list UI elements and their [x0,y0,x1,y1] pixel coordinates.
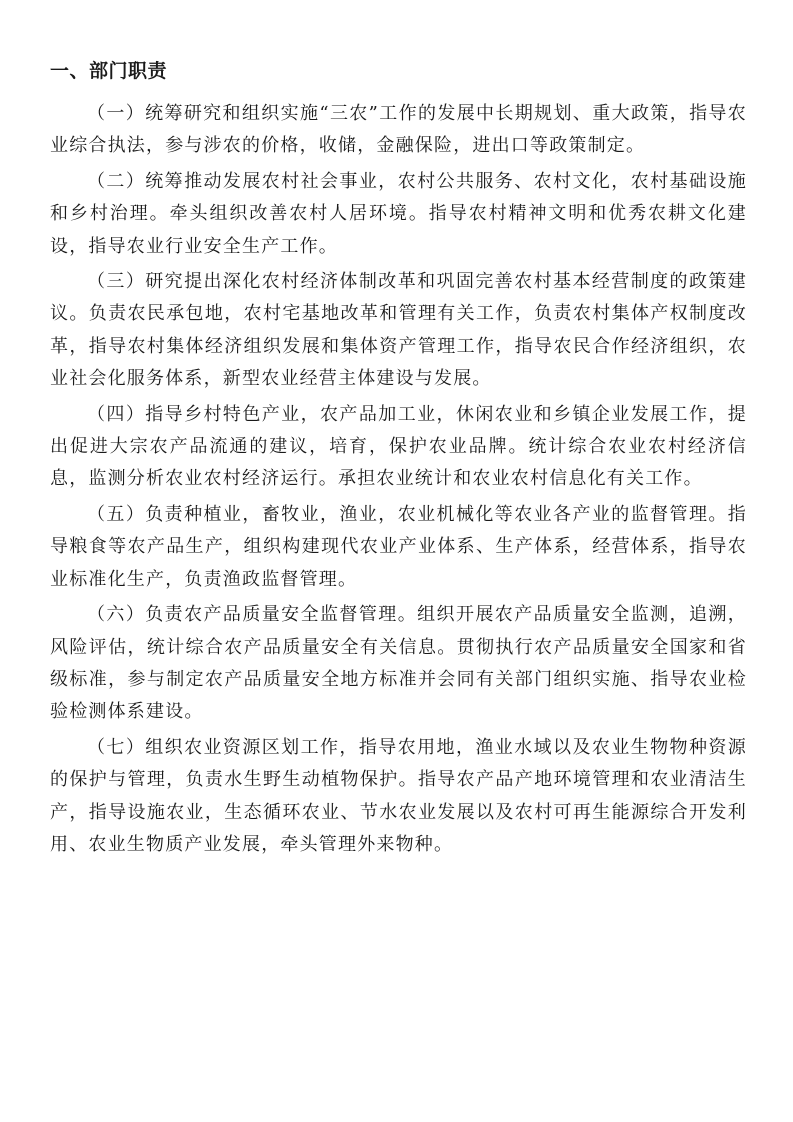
duty-paragraph-1: （一）统筹研究和组织实施“三农”工作的发展中长期规划、重大政策，指导农业综合执法，参与涉农的价格，收储，金融保险，进出口等政策制定。 [50,103,747,157]
duty-paragraph-6: （六）负责农产品质量安全监督管理。组织开展农产品质量安全监测，追溯，风险评估，统计综合农产品质量安全有关信息。贯彻执行农产品质量安全国家和省级标准，参与制定农产品质量安全地方标准并会同有关部门组织实施、指导农业检验检测体系建设。 [50,604,747,723]
duty-paragraph-2: （二）统筹推动发展农村社会事业，农村公共服务、农村文化，农村基础设施和乡村治理。牵头组织改善农村人居环境。指导农村精神文明和优秀农耕文化建设，指导农业行业安全生产工作。 [50,170,747,257]
duty-paragraph-5: （五）负责种植业，畜牧业，渔业，农业机械化等农业各产业的监督管理。指导粮食等农产品生产，组织构建现代农业产业体系、生产体系，经营体系，指导农业标准化生产，负责渔政监督管理。 [50,503,747,590]
duty-paragraph-4: （四）指导乡村特色产业，农产品加工业，休闲农业和乡镇企业发展工作，提出促进大宗农产品流通的建议，培育，保护农业品牌。统计综合农业农村经济信息，监测分析农业农村经济运行。承担农业统计和农业农村信息化有关工作。 [50,403,747,490]
duty-paragraph-3: （三）研究提出深化农村经济体制改革和巩固完善农村基本经营制度的政策建议。负责农民承包地，农村宅基地改革和管理有关工作，负责农村集体产权制度改革，指导农村集体经济组织发展和集体资产管理工作，指导农民合作经济组织，农业社会化服务体系，新型农业经营主体建设与发展。 [50,271,747,390]
duty-paragraph-7: （七）组织农业资源区划工作，指导农用地，渔业水域以及农业生物物种资源的保护与管理，负责水生野生动植物保护。指导农产品产地环境管理和农业清洁生产，指导设施农业，生态循环农业、节水农业发展以及农村可再生能源综合开发利用、农业生物质产业发展，牵头管理外来物种。 [50,736,747,855]
section-heading: 一、部门职责 [50,60,168,82]
